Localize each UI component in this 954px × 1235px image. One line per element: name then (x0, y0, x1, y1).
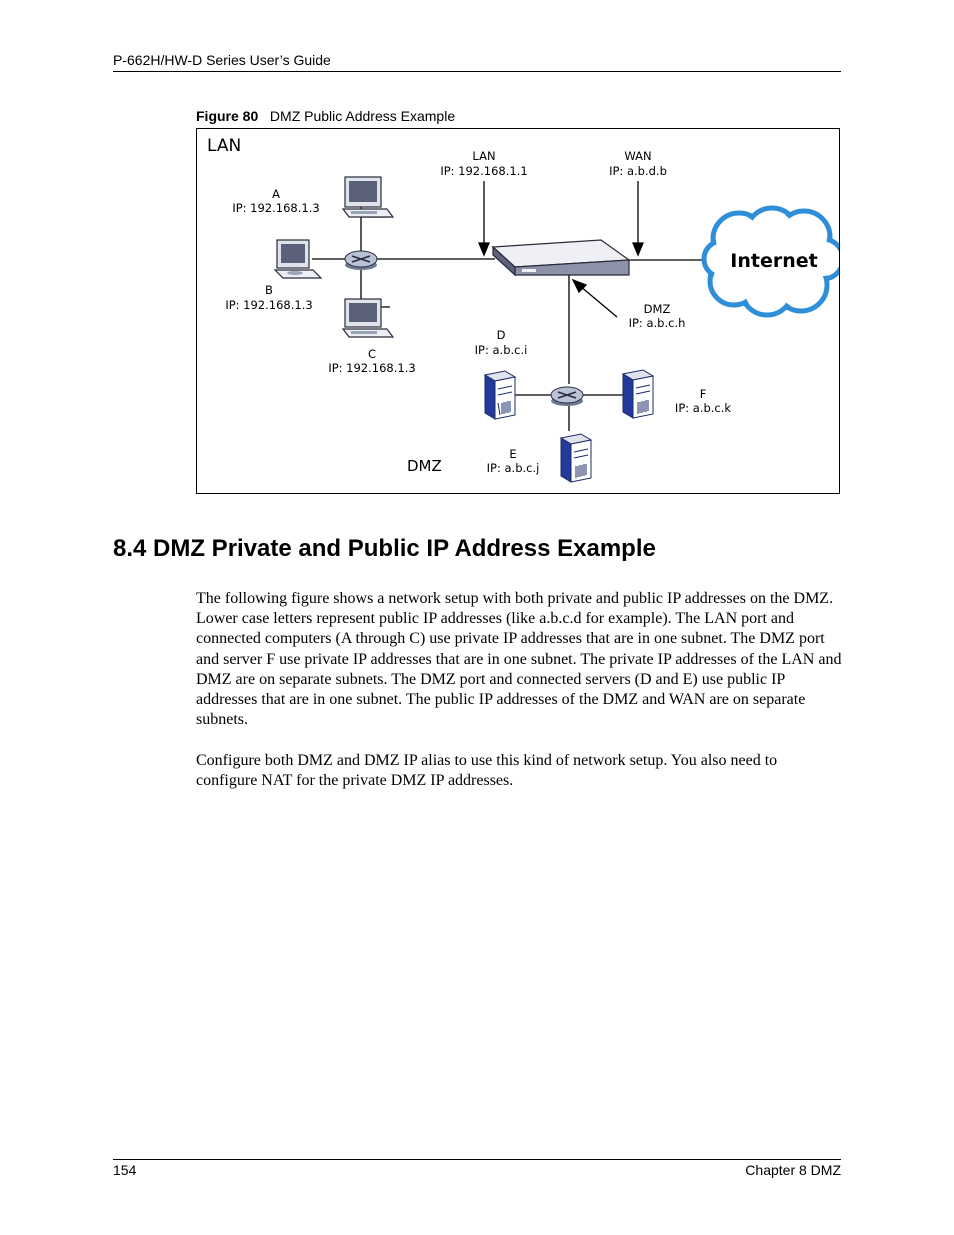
figure-label: Figure 80 (196, 108, 259, 124)
dmz-zone-label: DMZ (407, 457, 442, 475)
figure-title: DMZ Public Address Example (269, 108, 456, 124)
server-f-name: F (699, 387, 707, 401)
computer-a-name: A (272, 187, 280, 201)
lan-port-ip: IP: 192.168.1.1 (440, 164, 528, 178)
internet-cloud (704, 208, 839, 315)
dmz-port-ip: IP: a.b.c.h (628, 316, 686, 330)
dmz-hub (551, 387, 583, 406)
computer-b-ip: IP: 192.168.1.3 (225, 298, 313, 312)
footer-rule (113, 1159, 841, 1160)
server-f-ip: IP: a.b.c.k (674, 401, 732, 415)
server-d-name: D (496, 328, 506, 342)
computer-a-ip: IP: 192.168.1.3 (232, 201, 320, 215)
server-e-ip: IP: a.b.c.j (486, 461, 540, 475)
server-e-icon (561, 434, 591, 482)
body-paragraph: Configure both DMZ and DMZ IP alias to use this kind of network setup. You also need to configure NAT for the private DMZ IP addresses. (196, 752, 778, 790)
computer-c-icon (343, 299, 393, 337)
body-paragraph: The following figure shows a network setup with both private and public IP addresses on the DMZ. Lower case letters represent public IP addresses (like a.b.c.d for example). The LAN port and connected computers (A through C) use private IP addresses that are in one subnet. The DMZ port and server F use private IP addresses that are in one subnet. The private IP addresses of the LAN and DMZ are on separate subnets. The DMZ port and connected servers (D and E) use public IP addresses that are in one subnet. The public IP addresses of the DMZ and WAN are on separate subnets. (196, 590, 842, 729)
computer-c-ip: IP: 192.168.1.3 (328, 361, 416, 375)
page-number: 154 (113, 1162, 137, 1178)
wan-port-name: WAN (624, 149, 652, 163)
computer-b-name: B (265, 283, 273, 297)
chapter-label: Chapter 8 DMZ (745, 1162, 841, 1178)
server-d-ip: IP: a.b.c.i (474, 343, 528, 357)
server-d-icon (485, 371, 515, 419)
computer-c-name: C (367, 347, 377, 361)
router-device (493, 240, 629, 275)
figure-caption (196, 108, 455, 124)
lan-port-name: LAN (472, 149, 496, 163)
running-header: P-662H/HW-D Series User’s Guide (113, 52, 331, 68)
server-f-icon (623, 370, 653, 418)
lan-zone-label: LAN (207, 136, 242, 156)
network-diagram (196, 128, 840, 494)
section-heading: 8.4 DMZ Private and Public IP Address Example (113, 535, 656, 562)
server-e-name: E (509, 447, 517, 461)
internet-label: Internet (730, 250, 818, 272)
dmz-port-name: DMZ (643, 302, 671, 316)
wan-port-ip: IP: a.b.d.b (609, 164, 667, 178)
header-rule (113, 71, 841, 72)
lan-hub (345, 251, 377, 270)
computer-a-icon (343, 177, 393, 217)
